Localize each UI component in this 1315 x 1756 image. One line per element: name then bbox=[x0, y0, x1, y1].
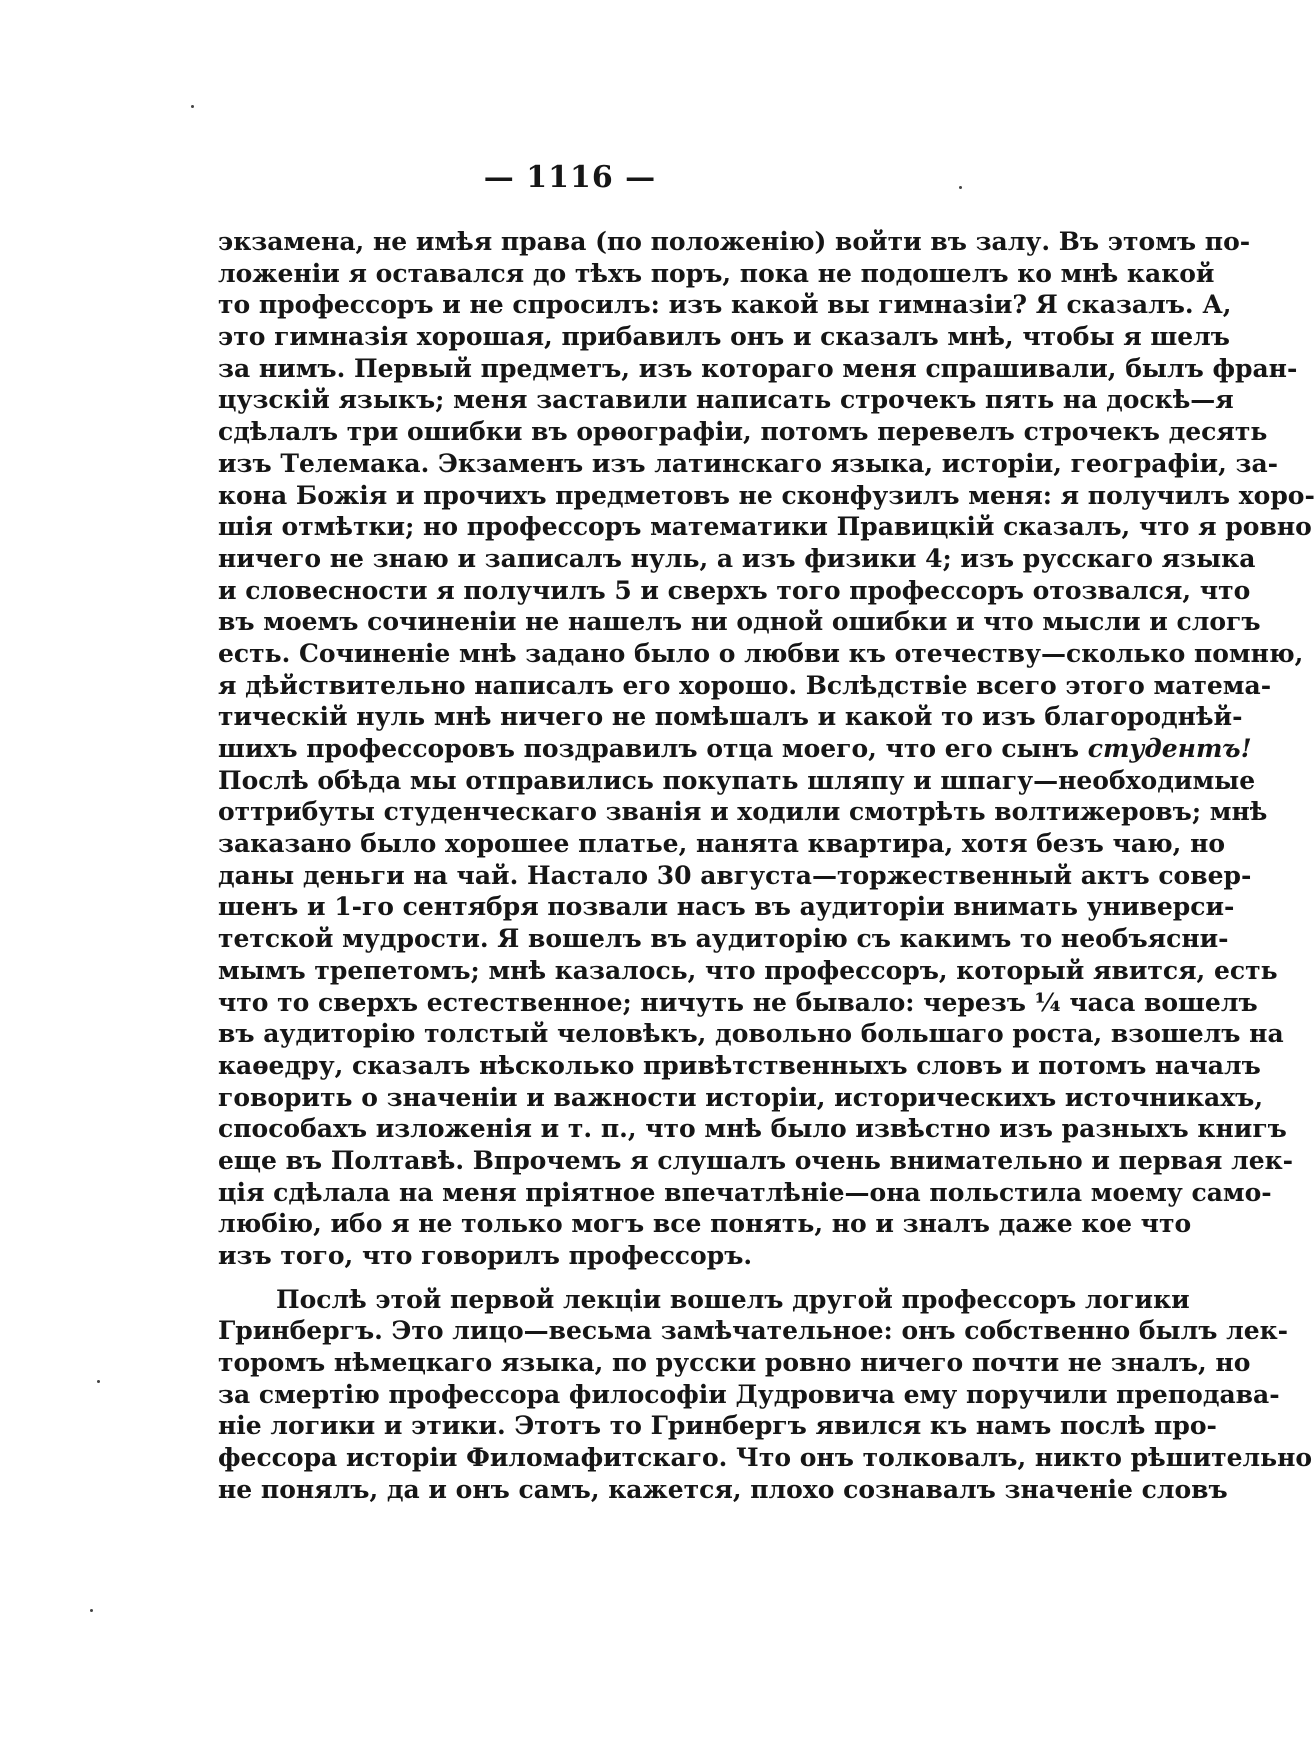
text-line: оттрибуты студенческаго званія и ходили смотрѣть волтижеровъ; мнѣ bbox=[218, 797, 1268, 827]
text-line: и словесности я получилъ 5 и сверхъ того профессоръ отозвался, что bbox=[218, 575, 1251, 605]
text-line: есть. Сочиненіе мнѣ задано было о любви къ отечеству—сколько помню, bbox=[218, 638, 1304, 668]
text-line: въ аудиторію толстый человѣкъ, довольно большаго роста, взошелъ на bbox=[218, 1019, 1284, 1049]
text-line-segment: шихъ профессоровъ поздравилъ отца моего, что его сынъ bbox=[218, 734, 1088, 763]
text-line: ніе логики и этики. Этотъ то Гринбергъ явился къ намъ послѣ про- bbox=[218, 1411, 1217, 1441]
text-line: изъ Телемака. Экзаменъ изъ латинскаго языка, исторіи, географіи, за- bbox=[218, 448, 1279, 478]
page-number: — 1116 — bbox=[483, 160, 657, 195]
text-line: любію, ибо я не только могъ все понять, но и зналъ даже кое что bbox=[218, 1209, 1192, 1239]
text-line: въ моемъ сочиненіи не нашелъ ни одной ошибки и что мысли и слогъ bbox=[218, 607, 1261, 637]
text-line: тетской мудрости. Я вошелъ въ аудиторію съ какимъ то необъясни- bbox=[218, 924, 1229, 954]
text-line: шенъ и 1-го сентября позвали насъ въ аудиторіи внимать универси- bbox=[218, 892, 1235, 922]
paragraph bbox=[218, 226, 1315, 1272]
text-line: изъ того, что говорилъ профессоръ. bbox=[218, 1241, 753, 1270]
text-line-with-emphasis bbox=[218, 733, 1252, 765]
text-line: фессора исторіи Филомафитскаго. Что онъ толковалъ, никто рѣшительно bbox=[218, 1443, 1313, 1473]
text-line: ложеніи я оставался до тѣхъ поръ, пока не подошелъ ко мнѣ какой bbox=[218, 258, 1215, 288]
text-line: способахъ изложенія и т. п., что мнѣ было извѣстно изъ разныхъ книгъ bbox=[218, 1114, 1287, 1144]
text-line: мымъ трепетомъ; мнѣ казалось, что профессоръ, который явится, есть bbox=[218, 955, 1278, 985]
text-line: шія отмѣтки; но профессоръ математики Правицкій сказалъ, что я ровно bbox=[218, 512, 1312, 542]
text-line: Послѣ обѣда мы отправились покупать шляпу и шпагу—необходимые bbox=[218, 765, 1256, 795]
print-speck bbox=[90, 1609, 93, 1612]
text-line: что то сверхъ естественное; ничуть не бывало: черезъ ¼ часа вошелъ bbox=[218, 987, 1258, 1017]
text-line: торомъ нѣмецкаго языка, по русски ровно ничего почти не зналъ, но bbox=[218, 1348, 1251, 1378]
text-line: кона Божія и прочихъ предметовъ не сконфузилъ меня: я получилъ хоро- bbox=[218, 480, 1315, 510]
text-line: тическій нуль мнѣ ничего не помѣшалъ и какой то изъ благороднѣй- bbox=[218, 702, 1243, 732]
text-line: не понялъ, да и онъ самъ, кажется, плохо сознавалъ значеніе словъ bbox=[218, 1474, 1228, 1504]
text-line: сдѣлалъ три ошибки въ орѳографіи, потомъ перевелъ строчекъ десять bbox=[218, 417, 1268, 447]
text-line: заказано было хорошее платье, нанята квартира, хотя безъ чаю, но bbox=[218, 829, 1226, 859]
text-line: экзамена, не имѣя права (по положенію) войти въ залу. Въ этомъ по- bbox=[218, 227, 1251, 256]
text-line: за смертію профессора философіи Дудровича ему поручили преподава- bbox=[218, 1379, 1280, 1409]
text-line: говорить о значеніи и важности исторіи, историческихъ источникахъ, bbox=[218, 1082, 1264, 1112]
text-line: Послѣ этой первой лекціи вошелъ другой профессоръ логики bbox=[276, 1284, 1190, 1314]
text-line: каѳедру, сказалъ нѣсколько привѣтственныхъ словъ и потомъ началъ bbox=[218, 1050, 1261, 1080]
text-line: это гимназія хорошая, прибавилъ онъ и сказалъ мнѣ, чтобы я шелъ bbox=[218, 322, 1230, 352]
text-line: за нимъ. Первый предметъ, изъ котораго меня спрашивали, былъ фран- bbox=[218, 353, 1298, 383]
body-text bbox=[218, 226, 1315, 1506]
emphasized-word: студентъ! bbox=[1087, 734, 1252, 763]
paragraph-gap bbox=[218, 1272, 1076, 1284]
text-line: еще въ Полтавѣ. Впрочемъ я слушалъ очень внимательно и первая лек- bbox=[218, 1145, 1294, 1175]
paragraph bbox=[218, 1284, 1313, 1506]
text-line: то профессоръ и не спросилъ: изъ какой вы гимназіи? Я сказалъ. А, bbox=[218, 290, 1232, 320]
text-line: я дѣйствительно написалъ его хорошо. Вслѣдствіе всего этого матема- bbox=[218, 670, 1272, 700]
print-speck bbox=[191, 105, 194, 108]
text-line: ція сдѣлала на меня пріятное впечатлѣніе—она польстила моему само- bbox=[218, 1177, 1272, 1207]
text-line: ничего не знаю и записалъ нуль, а изъ физики 4; изъ русскаго языка bbox=[218, 543, 1256, 573]
text-line: даны деньги на чай. Настало 30 августа—торжественный актъ совер- bbox=[218, 860, 1252, 890]
print-speck bbox=[97, 1380, 100, 1383]
text-line: Гринбергъ. Это лицо—весьма замѣчательное: онъ собственно былъ лек- bbox=[218, 1316, 1289, 1346]
text-line: цузскій языкъ; меня заставили написать строчекъ пять на доскѣ—я bbox=[218, 385, 1234, 415]
